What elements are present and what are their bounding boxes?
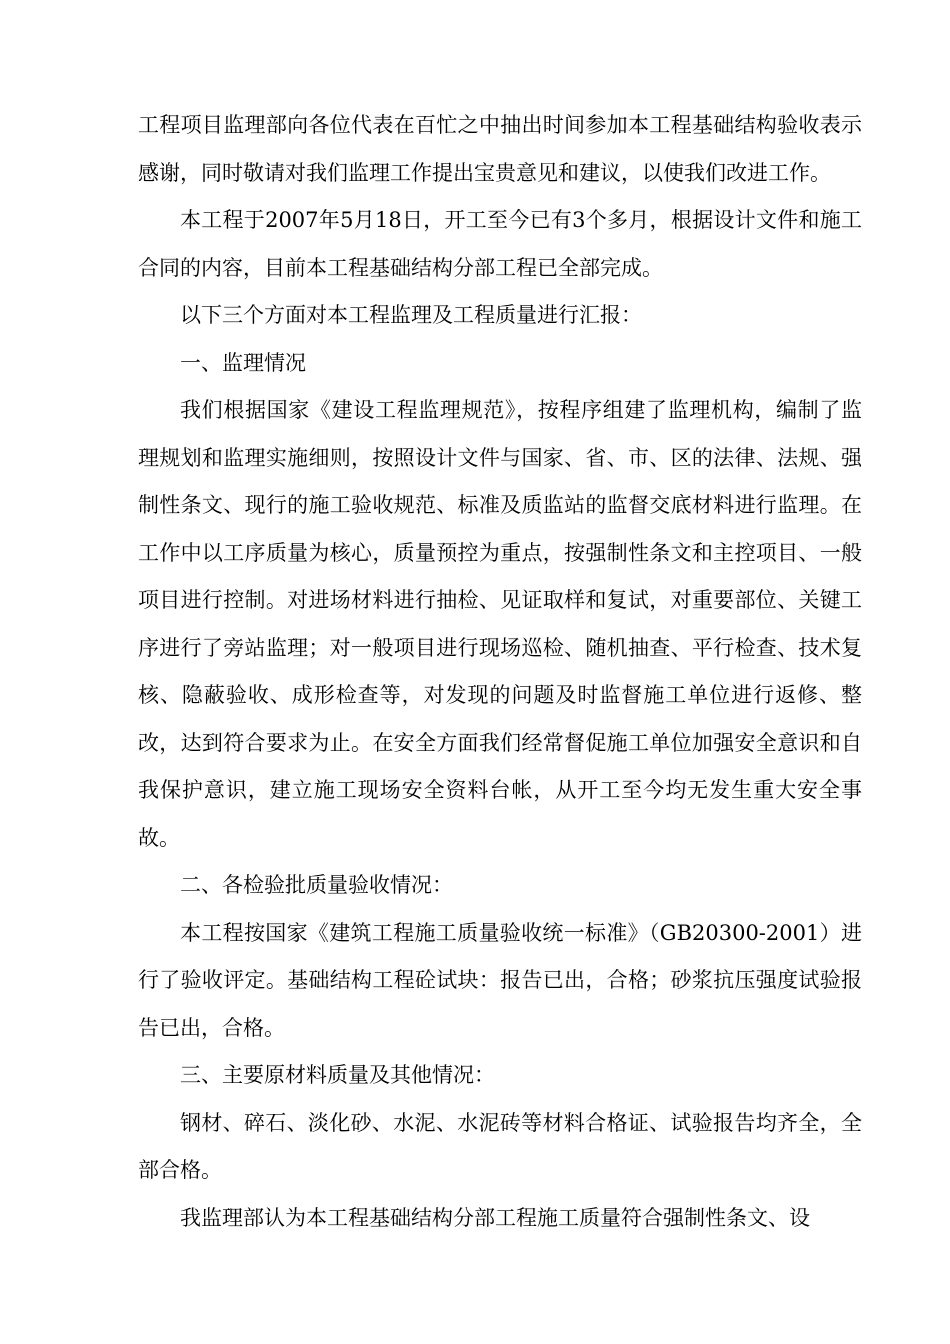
section-heading-supervision: 一、监理情况 [180, 350, 306, 375]
paragraph-materials-details: 钢材、碎石、淡化砂、水泥、水泥砖等材料合格证、试验报告均齐全，全部合格。 [138, 1110, 862, 1182]
paragraph-project-status: 本工程于2007年5月18日，开工至今已有3个多月，根据设计文件和施工合同的内容，目前本工程基础结构分部工程已全部完成。 [138, 208, 862, 280]
section-heading-inspection-batches: 二、各检验批质量验收情况： [180, 873, 453, 897]
document-body [138, 102, 862, 1242]
paragraph-conclusion: 我监理部认为本工程基础结构分部工程施工质量符合强制性条文、设 [180, 1205, 810, 1230]
paragraph-inspection-details: 本工程按国家《建筑工程施工质量验收统一标准》（GB20300-2001）进行了验收评定。基础结构工程砼试块：报告已出，合格；砂浆抗压强度试验报告已出，合格。 [138, 920, 862, 1040]
paragraph-supervision-details: 我们根据国家《建设工程监理规范》，按程序组建了监理机构，编制了监理规划和监理实施细则，按照设计文件与国家、省、市、区的法律、法规、强制性条文、现行的施工验收规范、标准及质监站的监督交底材料进行监理。在工作中以工序质量为核心，质量预控为重点，按强制性条文和主控项目、一般项目进行控制。对进场材料进行抽检、见证取样和复试，对重要部位、关键工序进行了旁站监理；对一般项目进行现场巡检、随机抽查、平行检查、技术复核、隐蔽验收、成形检查等，对发现的问题及时监督施工单位进行返修、整改，达到符合要求为止。在安全方面我们经常督促施工单位加强安全意识和自我保护意识，建立施工现场安全资料台帐，从开工至今均无发生重大安全事故。 [138, 398, 862, 850]
paragraph-intro: 工程项目监理部向各位代表在百忙之中抽出时间参加本工程基础结构验收表示感谢，同时敬请对我们监理工作提出宝贵意见和建议，以使我们改进工作。 [138, 113, 862, 185]
paragraph-report-outline: 以下三个方面对本工程监理及工程质量进行汇报： [180, 303, 642, 327]
section-heading-materials: 三、主要原材料质量及其他情况： [180, 1063, 495, 1087]
